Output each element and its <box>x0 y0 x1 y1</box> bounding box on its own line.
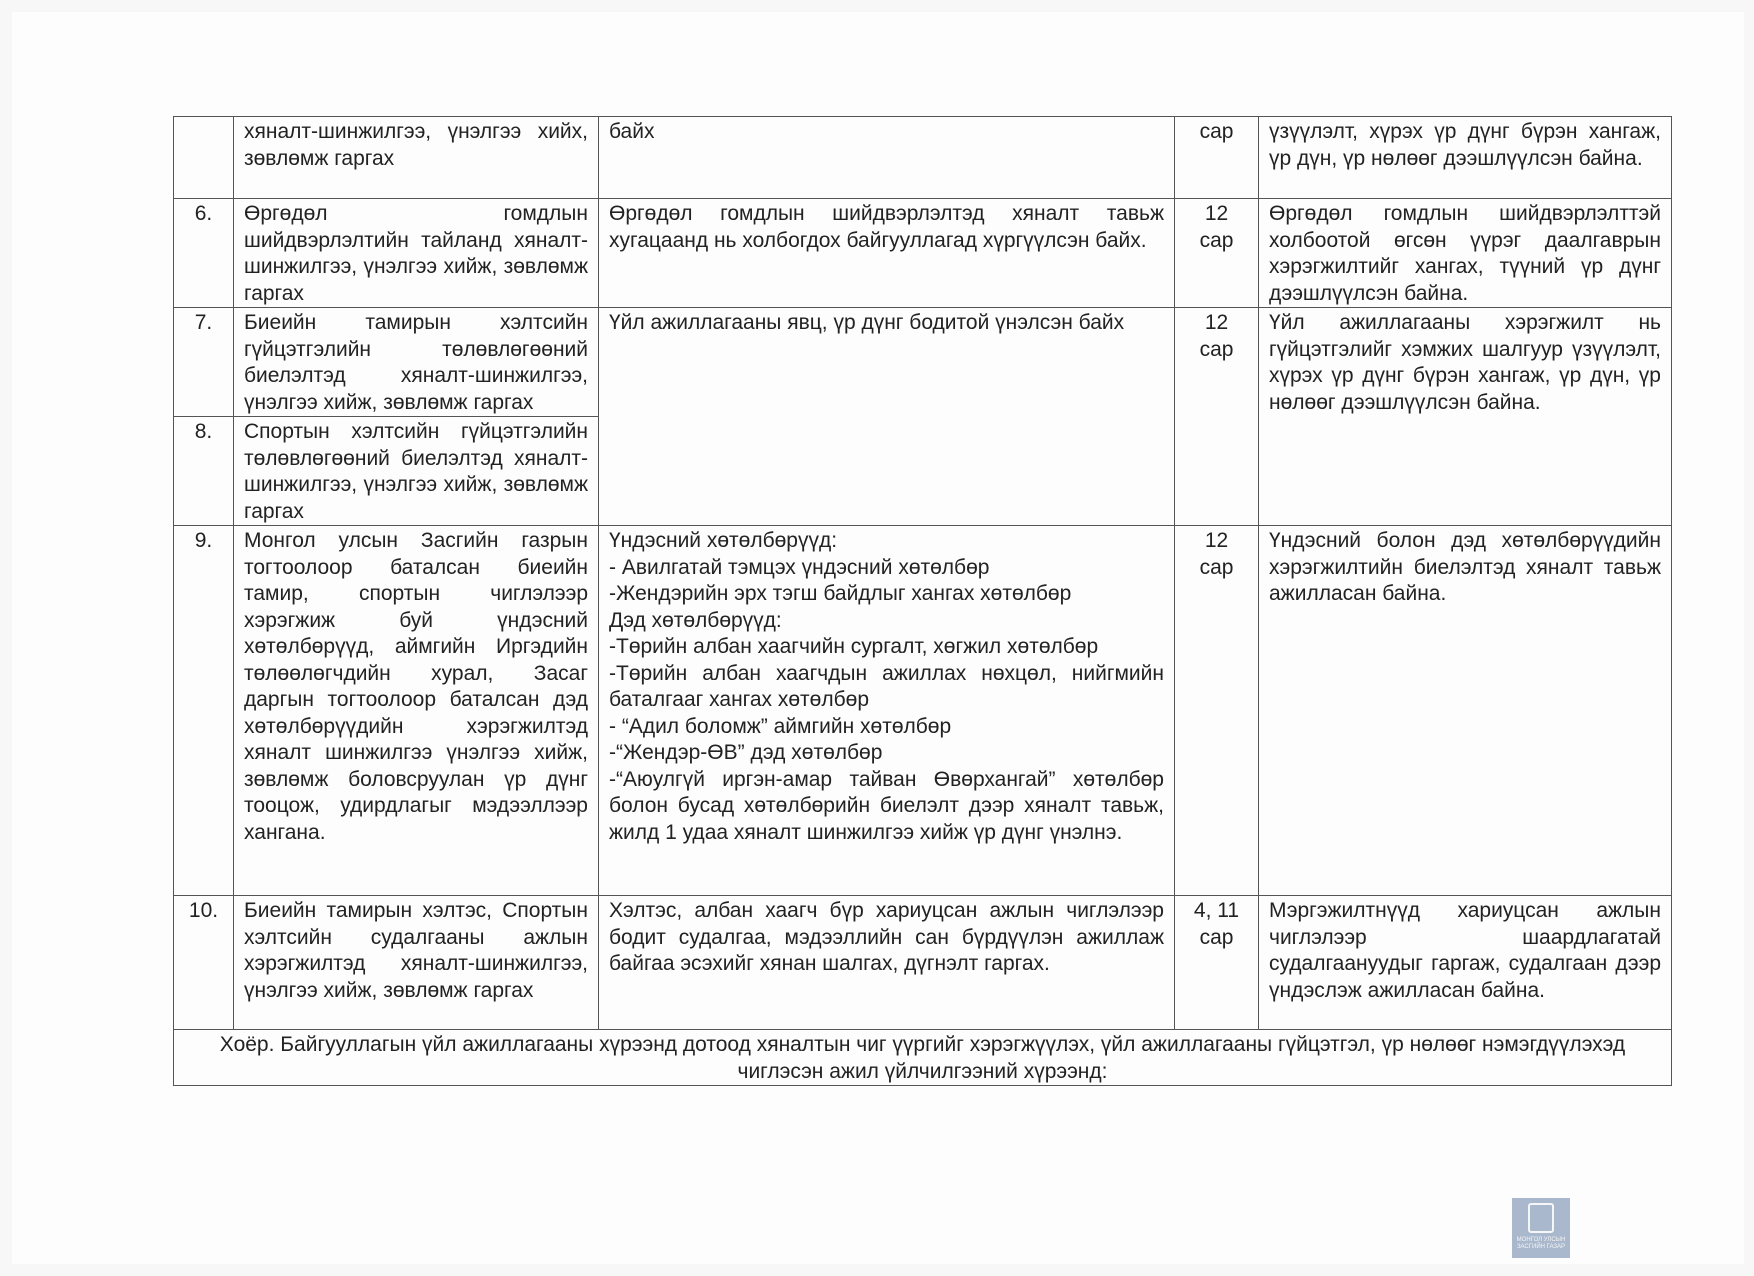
indicator-cell: Мэргэжилтнүүд хариуцсан ажлын чиглэлээр шаардлагатай судалгаануудыг гаргаж, судалгаан дээр үндэслэж ажилласан байна. <box>1259 896 1672 1030</box>
term-unit: сар <box>1199 228 1234 252</box>
soyombo-emblem-icon <box>1528 1203 1554 1233</box>
row-number <box>174 117 234 199</box>
term-value: 4, 11 <box>1193 899 1240 922</box>
indicator-cell: Үйл ажиллагааны хэрэгжилт нь гүйцэтгэлийг хэмжих шалгуур үзүүлэлт, хүрэх үр дүнг бүрэн хангаж, үр дүн, үр нөлөөг дээшлүүлсэн байна. <box>1259 308 1672 526</box>
term-unit: сар <box>1199 555 1234 579</box>
task-cell: Өргөдөл гомдлын шийдвэрлэлтийн тайланд хяналт-шинжилгээ, үнэлгээ хийж, зөвлөмж гаргах <box>234 199 599 308</box>
table-row <box>174 308 1672 417</box>
term-cell <box>1175 896 1259 1030</box>
program-line: -“Аюулгүй иргэн-амар тайван Өвөрхангай” хөтөлбөр болон бусад хөтөлбөрийн биелэлт дээр хяналт тавьж, жилд 1 удаа хяналт шинжилгээ хийж үр дүнг үнэлнэ. <box>609 767 1164 844</box>
indicator-cell: Өргөдөл гомдлын шийдвэрлэлттэй холбоотой өгсөн үүрэг даалгаврын хэрэгжилтийг хангах, түүний үр дүнг дээшлүүлсэн байна. <box>1259 199 1672 308</box>
task-cell: Биеийн тамирын хэлтэс, Спортын хэлтсийн судалгааны ажлын хэрэгжилтэд хяналт-шинжилгээ, үнэлгээ хийж, зөвлөмж гаргах <box>234 896 599 1030</box>
program-line: - “Адил боломж” аймгийн хөтөлбөр <box>609 714 952 738</box>
task-cell: Спортын хэлтсийн гүйцэтгэлийн төлөвлөгөөний биелэлтэд хяналт-шинжилгээ, үнэлгээ хийж, зөвлөмж гаргах <box>234 417 599 526</box>
term-cell <box>1175 526 1259 896</box>
government-logo <box>1512 1198 1570 1258</box>
table-row <box>174 1030 1672 1086</box>
term-cell: сар <box>1175 117 1259 199</box>
result-cell: Үйл ажиллагааны явц, үр дүнг бодитой үнэлсэн байх <box>599 308 1175 526</box>
term-unit: сар <box>1199 925 1234 949</box>
row-number: 10. <box>174 896 234 1030</box>
table-row <box>174 117 1672 199</box>
task-cell: Монгол улсын Засгийн газрын тогтоолоор баталсан биеийн тамир, спортын чиглэлээр хэрэгжиж буй үндэсний хөтөлбөрүүд, аймгийн Иргэдийн төлөөлөгчдийн хурал, Засаг даргын тогтоолоор баталсан дэд хөтөлбөрүүдийн хэрэгжилтэд хяналт шинжилгээ үнэлгээ хийж, зөвлөмж боловсруулан үр дүнг тооцож, удирдлагыг мэдээллээр хангана. <box>234 526 599 896</box>
program-line: -“Жендэр-ӨВ” дэд хөтөлбөр <box>609 741 883 764</box>
term-unit: сар <box>1199 337 1234 361</box>
result-cell: Хэлтэс, албан хаагч бүр хариуцсан ажлын чиглэлээр бодит судалгаа, мэдээллийн сан бүрдүүлэн ажиллаж байгаа эсэхийг хянан шалгах, дүгнэлт гаргах. <box>599 896 1175 1030</box>
section-heading: Хоёр. Байгууллагын үйл ажиллагааны хүрээнд дотоод хяналтын чиг үүргийг хэрэгжүүлэх, үйл ажиллагааны гүйцэтгэл, үр нөлөөг нэмэгдүүлэхэд чиглэсэн ажил үйлчилгээний хүрээнд: <box>174 1030 1672 1086</box>
plan-table <box>173 116 1672 1086</box>
program-line: -Төрийн албан хаагчдын ажиллах нөхцөл, нийгмийн баталгааг хангах хөтөлбөр <box>609 661 1164 711</box>
table-row <box>174 896 1672 1030</box>
task-cell: Биеийн тамирын хэлтсийн гүйцэтгэлийн төлөвлөгөөний биелэлтэд хяналт-шинжилгээ, үнэлгээ хийж, зөвлөмж гаргах <box>234 308 599 417</box>
term-value: 12 <box>1204 311 1229 334</box>
row-number: 8. <box>174 417 234 526</box>
task-cell: хяналт-шинжилгээ, үнэлгээ хийх, зөвлөмж гаргах <box>234 117 599 199</box>
result-cell <box>599 526 1175 896</box>
term-cell <box>1175 308 1259 526</box>
program-line: -Төрийн албан хаагчийн сургалт, хөгжил хөтөлбөр <box>609 635 1099 658</box>
program-line: -Жендэрийн эрх тэгш байдлыг хангах хөтөлбөр <box>609 582 1072 605</box>
table-row <box>174 199 1672 308</box>
term-value: 12 <box>1204 202 1229 225</box>
row-number: 7. <box>174 308 234 417</box>
table-row <box>174 526 1672 896</box>
term-cell <box>1175 199 1259 308</box>
program-line: Үндэсний хөтөлбөрүүд: <box>609 529 838 552</box>
term-value: 12 <box>1204 529 1229 552</box>
program-line: - Авилгатай тэмцэх үндэсний хөтөлбөр <box>609 555 990 579</box>
logo-caption: МОНГОЛ УЛСЫН ЗАСГИЙН ГАЗАР <box>1516 1237 1566 1250</box>
indicator-cell: Үндэсний болон дэд хөтөлбөрүүдийн хэрэгжилтийн биелэлтэд хяналт тавьж ажилласан байна. <box>1259 526 1672 896</box>
program-line: Дэд хөтөлбөрүүд: <box>609 608 782 632</box>
result-cell: байх <box>599 117 1175 199</box>
row-number: 9. <box>174 526 234 896</box>
row-number: 6. <box>174 199 234 308</box>
indicator-cell: үзүүлэлт, хүрэх үр дүнг бүрэн хангаж, үр дүн, үр нөлөөг дээшлүүлсэн байна. <box>1259 117 1672 199</box>
result-cell: Өргөдөл гомдлын шийдвэрлэлтэд хяналт тавьж хугацаанд нь холбогдох байгууллагад хүргүүлсэн байх. <box>599 199 1175 308</box>
